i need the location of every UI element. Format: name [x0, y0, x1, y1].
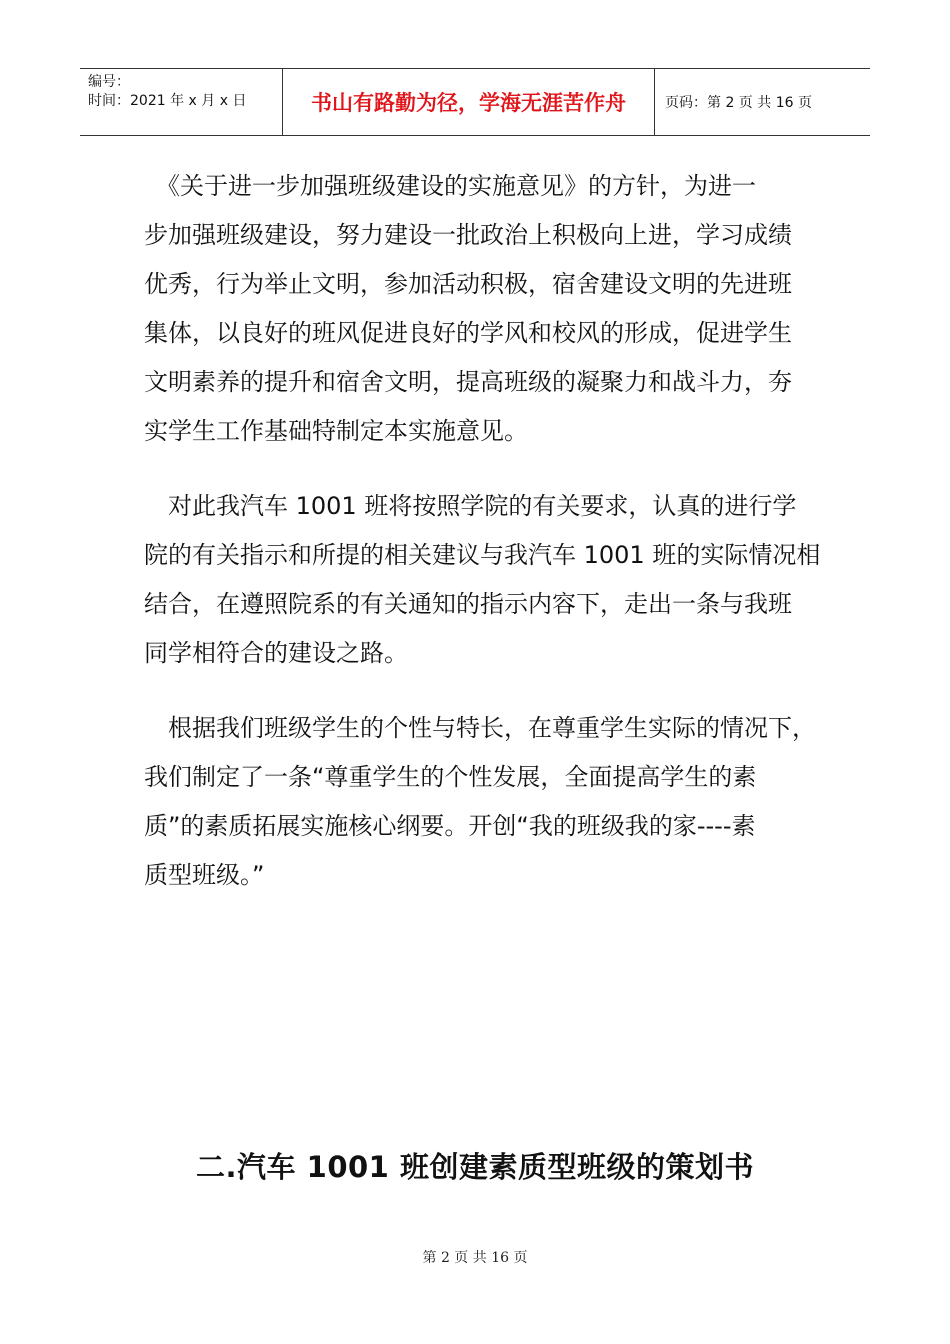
paragraph-line: 文明素养的提升和宿舍文明，提高班级的凝聚力和战斗力，夯: [144, 368, 792, 396]
header-meta: [80, 69, 283, 135]
paragraph-line: 实学生工作基础特制定本实施意见。: [144, 417, 528, 445]
document-number-label: 编号：: [88, 74, 130, 90]
paragraph-2: [144, 482, 821, 678]
paragraph-line: 我们制定了一条“尊重学生的个性发展，全面提高学生的素: [144, 763, 757, 791]
paragraph-line: 步加强班级建设，努力建设一批政治上积极向上进，学习成绩: [144, 221, 792, 249]
paragraph-line: 优秀，行为举止文明，参加活动积极，宿舍建设文明的先进班: [144, 270, 792, 298]
paragraph-line: 对此我汽车 1001 班将按照学院的有关要求，认真的进行学: [144, 492, 797, 520]
paragraph-line: 根据我们班级学生的个性与特长，在尊重学生实际的情况下，: [144, 714, 816, 742]
page-header: [80, 68, 870, 136]
paragraph-line: 质型班级。”: [144, 861, 265, 889]
paragraph-line: 结合，在遵照院系的有关通知的指示内容下，走出一条与我班: [144, 590, 792, 618]
paragraph-line: 院的有关指示和所提的相关建议与我汽车 1001 班的实际情况相: [144, 541, 821, 569]
paragraph-line: 集体，以良好的班风促进良好的学风和校风的形成，促进学生: [144, 319, 792, 347]
document-date-label: 时间：2021 年 x 月 x 日: [88, 93, 247, 109]
header-page-info: 页码：第 2 页 共 16 页: [665, 95, 812, 111]
paragraph-line: 同学相符合的建设之路。: [144, 639, 408, 667]
paragraph-line: 《关于进一步加强班级建设的实施意见》的方针，为进一: [144, 172, 756, 200]
page-footer: 第 2 页 共 16 页: [422, 1250, 528, 1266]
paragraph-1: [144, 162, 816, 456]
section-heading: 二.汽车 1001 班创建素质型班级的策划书: [196, 1150, 754, 1184]
paragraph-line: 质”的素质拓展实施核心纲要。开创“我的班级我的家----素: [144, 812, 756, 840]
paragraph-3: [144, 704, 816, 900]
header-motto: 书山有路勤为径，学海无涯苦作舟: [283, 69, 655, 135]
